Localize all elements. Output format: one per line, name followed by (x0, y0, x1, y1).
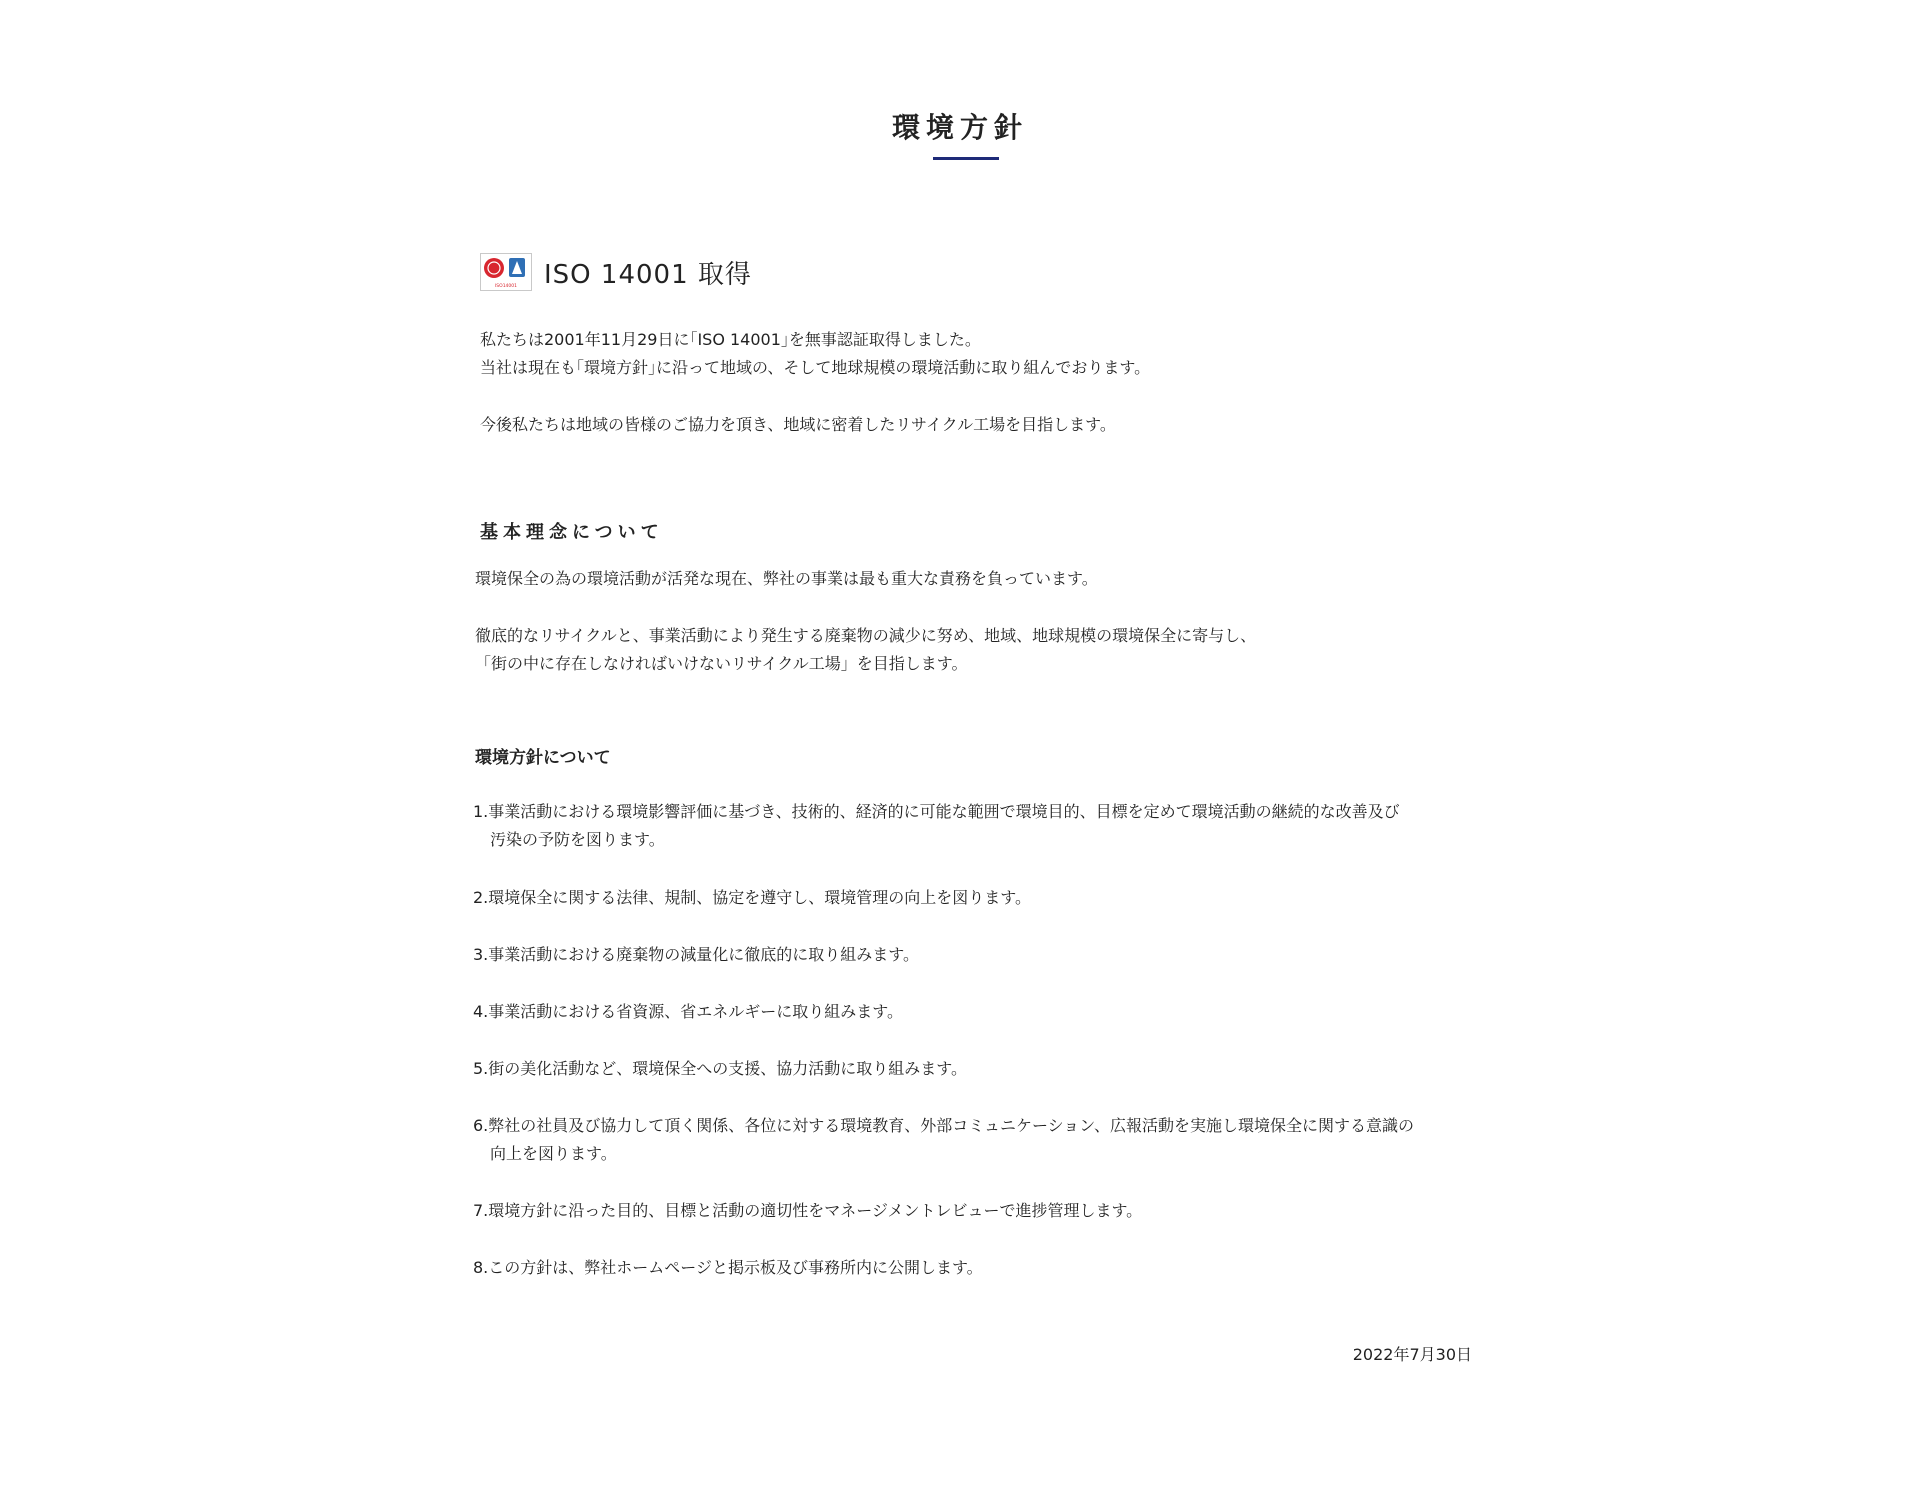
policy-item-text: 5.街の美化活動など、環境保全への支援、協力活動に取り組みます。 (473, 1059, 967, 1078)
philosophy-heading: 基本理念について (480, 522, 664, 543)
philosophy-line-2: 徹底的なリサイクルと、事業活動により発生する廃棄物の減少に努め、地域、地球規模の環境保全に寄与し、 (475, 626, 1257, 645)
iso-paragraph-line-1: 私たちは2001年11月29日に｢ISO 14001｣を無事認証取得しました。 (480, 330, 981, 349)
philosophy-line-1: 環境保全の為の環境活動が活発な現在、弊社の事業は最も重大な責務を負っています。 (475, 569, 1098, 588)
policy-item-text: 6.弊社の社員及び協力して頂く関係、各位に対する環境教育、外部コミュニケーション、広報活動を実施し環境保全に関する意識の (473, 1116, 1415, 1135)
iso-paragraph-line-2: 当社は現在も｢環境方針｣に沿って地域の、そして地球規模の環境活動に取り組んでおります。 (480, 358, 1151, 377)
iso-paragraph-line-3: 今後私たちは地域の皆様のご協力を頂き、地域に密着したリサイクル工場を目指します。 (480, 415, 1116, 434)
policy-item (473, 998, 903, 1026)
policy-item-continuation: 汚染の予防を図ります。 (490, 830, 665, 849)
policy-item (473, 1112, 1414, 1168)
policy-item (473, 941, 919, 969)
policy-item (473, 1055, 967, 1083)
policy-item (473, 798, 1400, 854)
policy-item-text: 4.事業活動における省資源、省エネルギーに取り組みます。 (473, 1002, 903, 1021)
policy-item-text: 3.事業活動における廃棄物の減量化に徹底的に取り組みます。 (473, 945, 919, 964)
iso-logo-text: ISO14001 (494, 284, 518, 289)
policy-item-text: 1.事業活動における環境影響評価に基づき、技術的、経済的に可能な範囲で環境目的、目標を定めて環境活動の継続的な改善及び (473, 802, 1400, 821)
policy-item-text: 7.環境方針に沿った目的、目標と活動の適切性をマネージメントレビューで進捗管理します。 (473, 1201, 1143, 1220)
iso-heading-row (480, 252, 752, 292)
philosophy-line-3: 「街の中に存在しなければいけないリサイクル工場」を目指します。 (475, 654, 968, 673)
policy-heading: 環境方針について (475, 748, 611, 768)
iso-certification-logo-icon (480, 253, 532, 291)
page-title: 環境方針 (891, 111, 1028, 144)
policy-item-text: 8.この方針は、弊社ホームページと掲示板及び事務所内に公開します。 (473, 1258, 983, 1277)
iso-heading: ISO 14001 取得 (544, 259, 752, 290)
policy-item-continuation: 向上を図ります。 (490, 1144, 617, 1163)
title-underline (933, 157, 999, 160)
policy-item-text: 2.環境保全に関する法律、規制、協定を遵守し、環境管理の向上を図ります。 (473, 888, 1031, 907)
policy-item (473, 1254, 983, 1282)
policy-item (473, 884, 1031, 912)
policy-item (473, 1197, 1142, 1225)
policy-date: 2022年7月30日 (1352, 1345, 1472, 1364)
